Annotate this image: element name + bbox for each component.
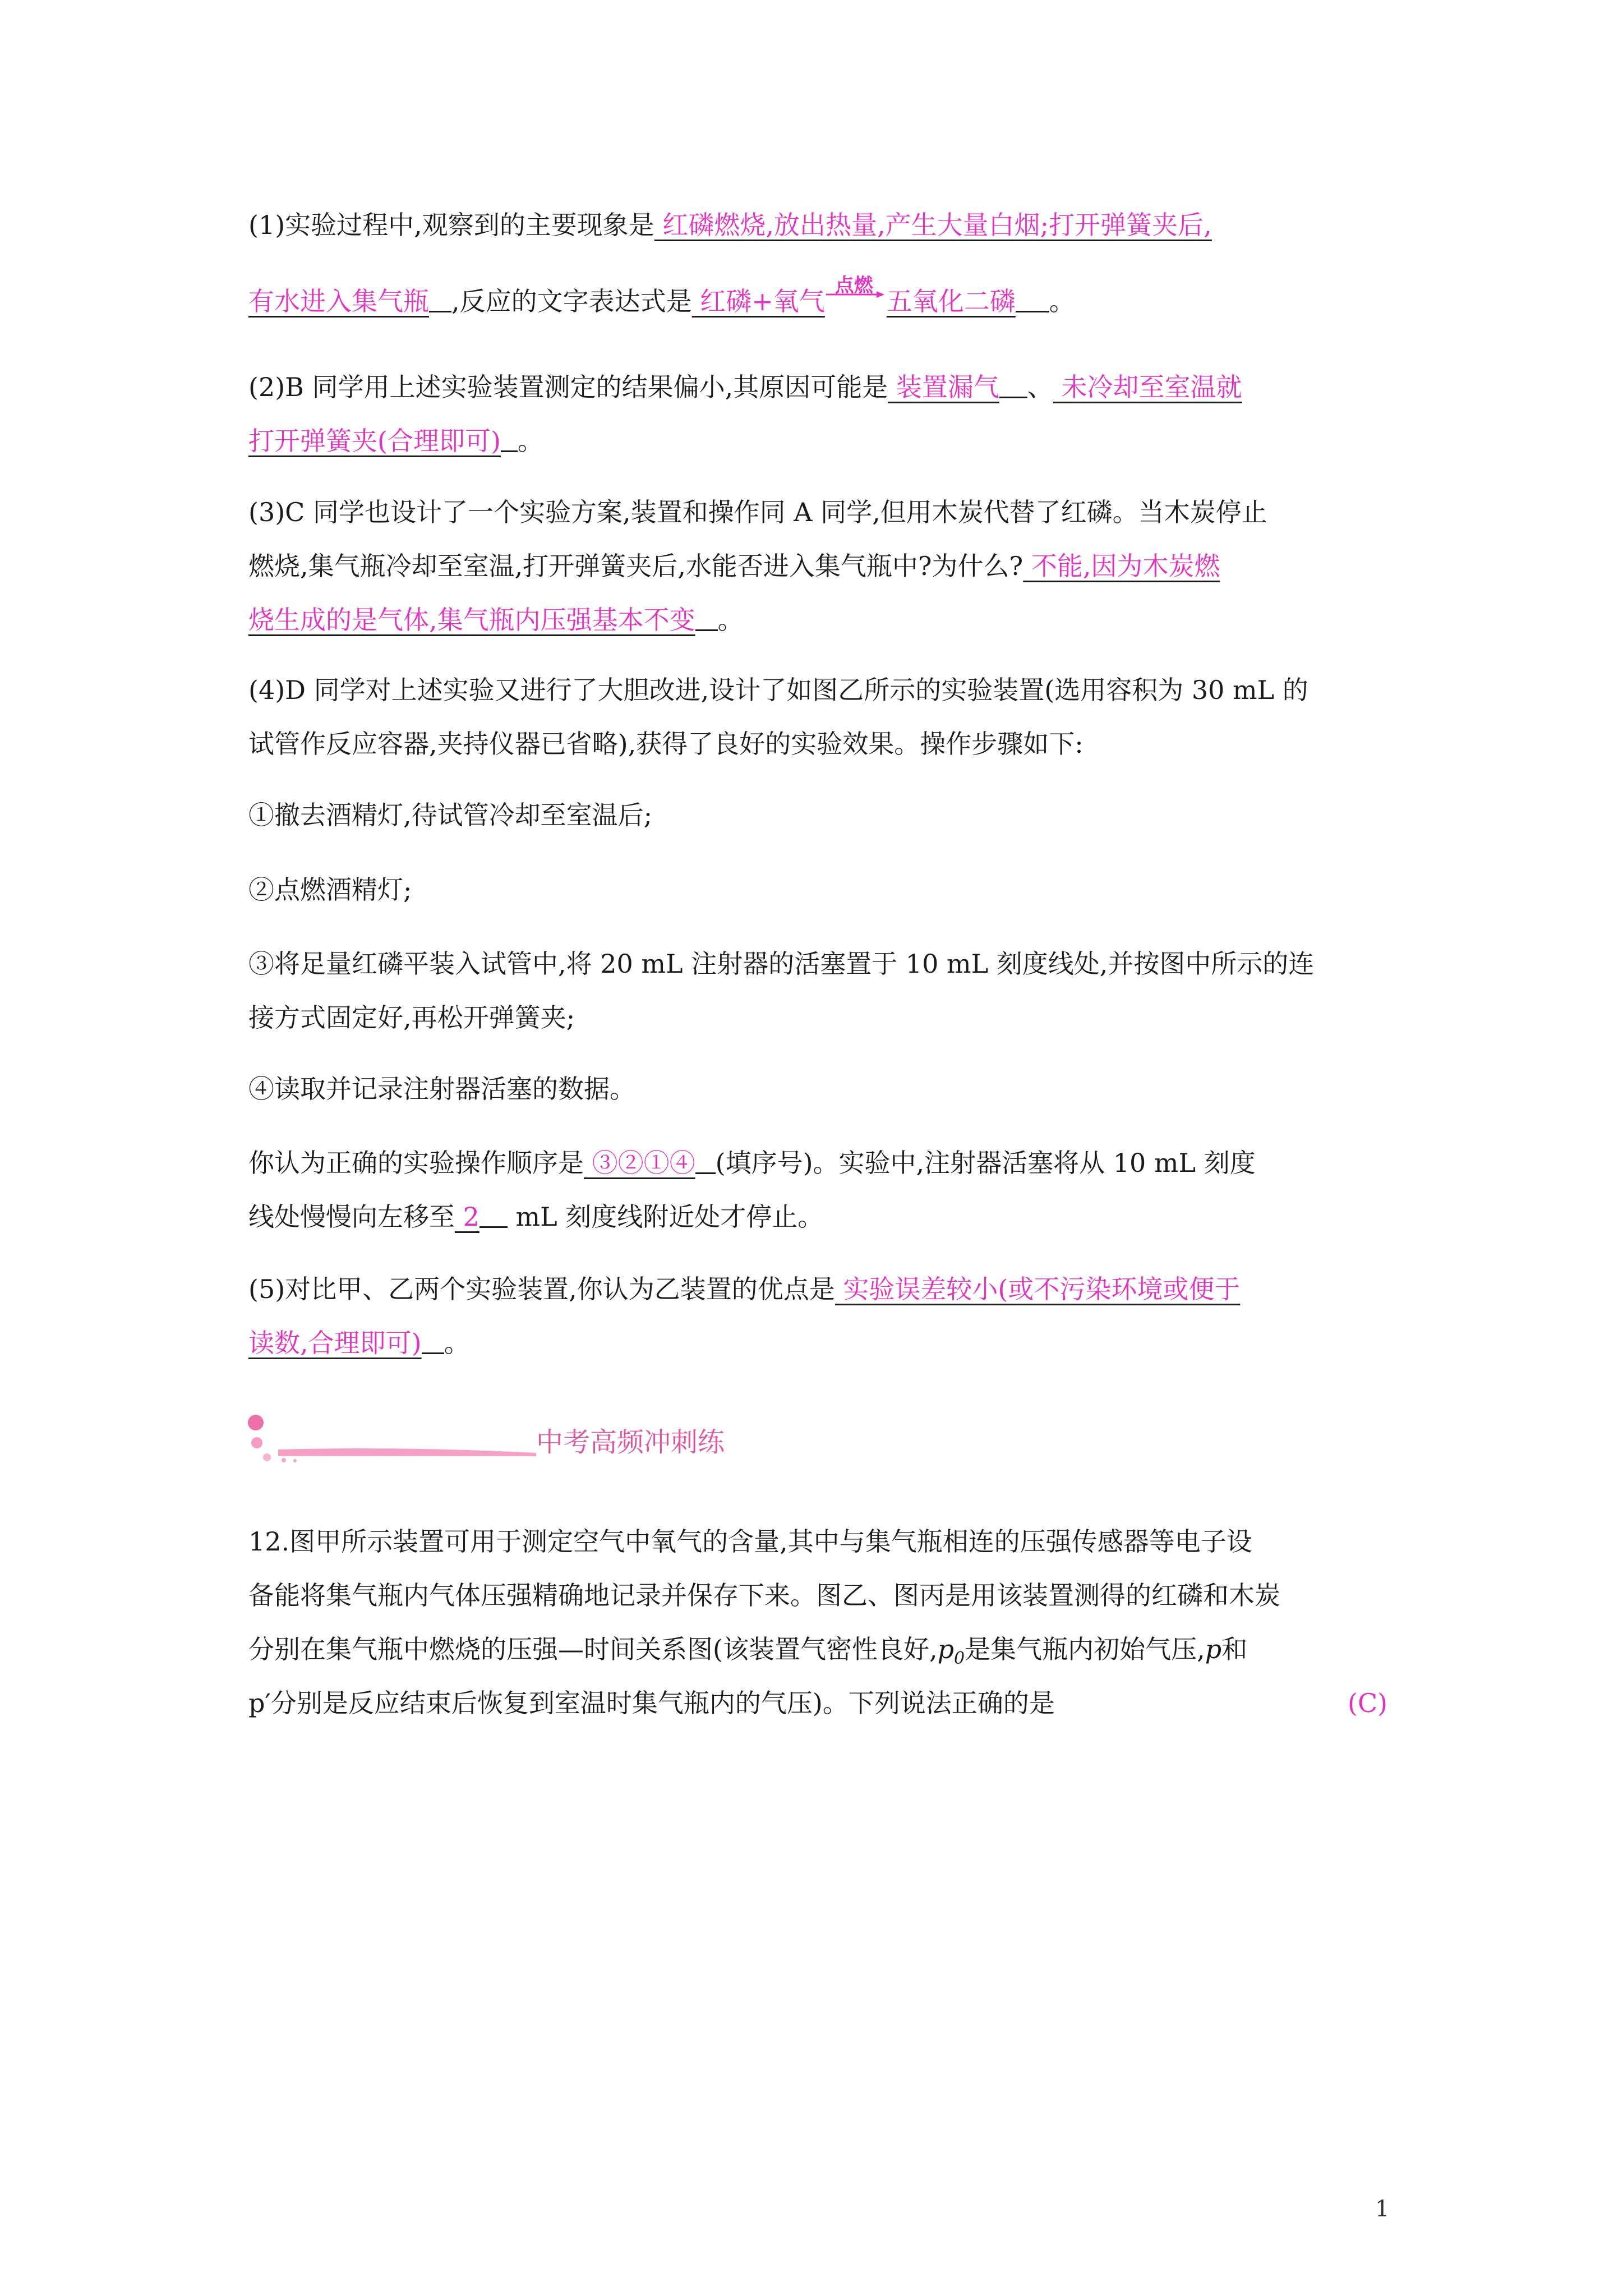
p0-subscript: 0 (954, 1649, 965, 1669)
q1-equation-right: 五氧化二磷 (886, 286, 1016, 316)
q12-line3-prefix: 分别在集气瓶中燃烧的压强—时间关系图(该装置气密性良好, (248, 1634, 938, 1664)
q4-step-4 (248, 1062, 1393, 1116)
q1-blank-end (1016, 310, 1049, 312)
q4-order-blank (695, 1172, 716, 1174)
q4-line2: 试管作反应容器,夹持仪器已省略),获得了良好的实验效果。操作步骤如下: (248, 729, 1083, 759)
q2-end: 。 (517, 426, 543, 456)
q4-move-suffix: mL 刻度线附近处才停止。 (507, 1202, 824, 1232)
q4-order (248, 1136, 1393, 1244)
q3-answer-part2: 烧生成的是气体,集气瓶内压强基本不变 (248, 605, 695, 635)
q1-answer-part2: 有水进入集气瓶 (248, 286, 429, 316)
q4-step-2 (248, 863, 1393, 917)
decorative-dots-icon (245, 1408, 536, 1475)
q1-end: 。 (1049, 286, 1075, 316)
q1-blank-tail (429, 310, 451, 312)
arrow-right-icon (825, 289, 887, 300)
question-5 (248, 1262, 1393, 1370)
q12-line2: 备能将集气瓶内气体压强精确地记录并保存下来。图乙、图丙是用该装置测得的红磷和木炭 (248, 1580, 1280, 1611)
q4-step-1 (248, 788, 1393, 842)
section-title: 中考高频冲刺练 (536, 1427, 725, 1458)
q12-line1: 12.图甲所示装置可用于测定空气中氧气的含量,其中与集气瓶相连的压强传感器等电子设 (248, 1526, 1252, 1557)
q4-step-2-text: ②点燃酒精灯; (248, 875, 412, 905)
p0-symbol (937, 1634, 965, 1669)
q2-answer-1: 装置漏气 (888, 372, 999, 402)
q3-blank (695, 629, 718, 631)
q2-blank-1 (999, 396, 1027, 398)
q4-order-suffix: (填序号)。实验中,注射器活塞将从 10 mL 刻度 (715, 1148, 1256, 1178)
q2-prefix: (2)B 同学用上述实验装置测定的结果偏小,其原因可能是 (248, 372, 888, 402)
q4-move-prefix: 线处慢慢向左移至 (248, 1202, 455, 1232)
q4-step-3-line1: ③将足量红磷平装入试管中,将 20 mL 注射器的活塞置于 10 mL 刻度线处,并按图中所示的连 (248, 949, 1315, 979)
q1-answer-part1: 红磷燃烧,放出热量,产生大量白烟;打开弹簧夹后, (654, 210, 1212, 240)
q3-line2-prefix: 燃烧,集气瓶冷却至室温,打开弹簧夹后,水能否进入集气瓶中?为什么? (248, 551, 1023, 581)
q1-prefix: (1)实验过程中,观察到的主要现象是 (248, 210, 654, 240)
page-number: 1 (1375, 2196, 1390, 2222)
q4-step-4-text: ④读取并记录注射器活塞的数据。 (248, 1074, 635, 1104)
q2-blank-2 (501, 450, 518, 452)
q4-step-3-line2: 接方式固定好,再松开弹簧夹; (248, 1002, 575, 1033)
q12-line3-mid: 是集气瓶内初始气压, (965, 1634, 1205, 1664)
reaction-arrow (825, 274, 887, 310)
q2-answer-2a: 未冷却至室温就 (1053, 372, 1242, 402)
q1-equation-left: 红磷+氧气 (691, 286, 825, 316)
q12-line3-end: 和 (1221, 1634, 1248, 1664)
q4-line1: (4)D 同学对上述实验又进行了大胆改进,设计了如图乙所示的实验装置(选用容积为 30 mL 的 (248, 675, 1308, 705)
q5-answer-part1: 实验误差较小(或不污染环境或便于 (834, 1274, 1241, 1304)
q12-answer: (C) (1348, 1688, 1388, 1718)
q3-end: 。 (717, 605, 744, 635)
q1-mid: ,反应的文字表达式是 (451, 286, 692, 316)
q5-answer-part2: 读数,合理即可) (248, 1328, 422, 1358)
q4-step-1-text: ①撤去酒精灯,待试管冷却至室温后; (248, 800, 653, 830)
q5-end: 。 (444, 1328, 470, 1358)
q3-line1: (3)C 同学也设计了一个实验方案,装置和操作同 A 同学,但用木炭代替了红磷。当木炭停止 (248, 497, 1267, 527)
question-12 (248, 1515, 1393, 1730)
section-header (245, 1408, 749, 1475)
q5-prefix: (5)对比甲、乙两个实验装置,你认为乙装置的优点是 (248, 1274, 835, 1304)
q12-line4-prefix: p′分别是反应结束后恢复到室温时集气瓶内的气压)。下列说法正确的是 (248, 1688, 1055, 1718)
question-1 (248, 198, 1393, 328)
q4-order-prefix: 你认为正确的实验操作顺序是 (248, 1148, 584, 1178)
question-2 (248, 360, 1393, 468)
q4-move-answer: 2 (455, 1202, 479, 1232)
q4-step-3 (248, 937, 1393, 1045)
p-symbol: p (1205, 1634, 1222, 1664)
p0-base: p (937, 1634, 955, 1664)
reaction-condition: 点燃 (834, 274, 873, 297)
q3-answer-part1: 不能,因为木炭燃 (1023, 551, 1220, 581)
q5-blank (422, 1352, 444, 1354)
question-4 (248, 663, 1393, 771)
q2-separator: 、 (1027, 372, 1053, 402)
question-3 (248, 485, 1393, 647)
q4-order-answer: ③②①④ (584, 1148, 695, 1178)
q4-move-blank (479, 1226, 508, 1228)
q2-answer-2b: 打开弹簧夹(合理即可) (248, 426, 501, 456)
